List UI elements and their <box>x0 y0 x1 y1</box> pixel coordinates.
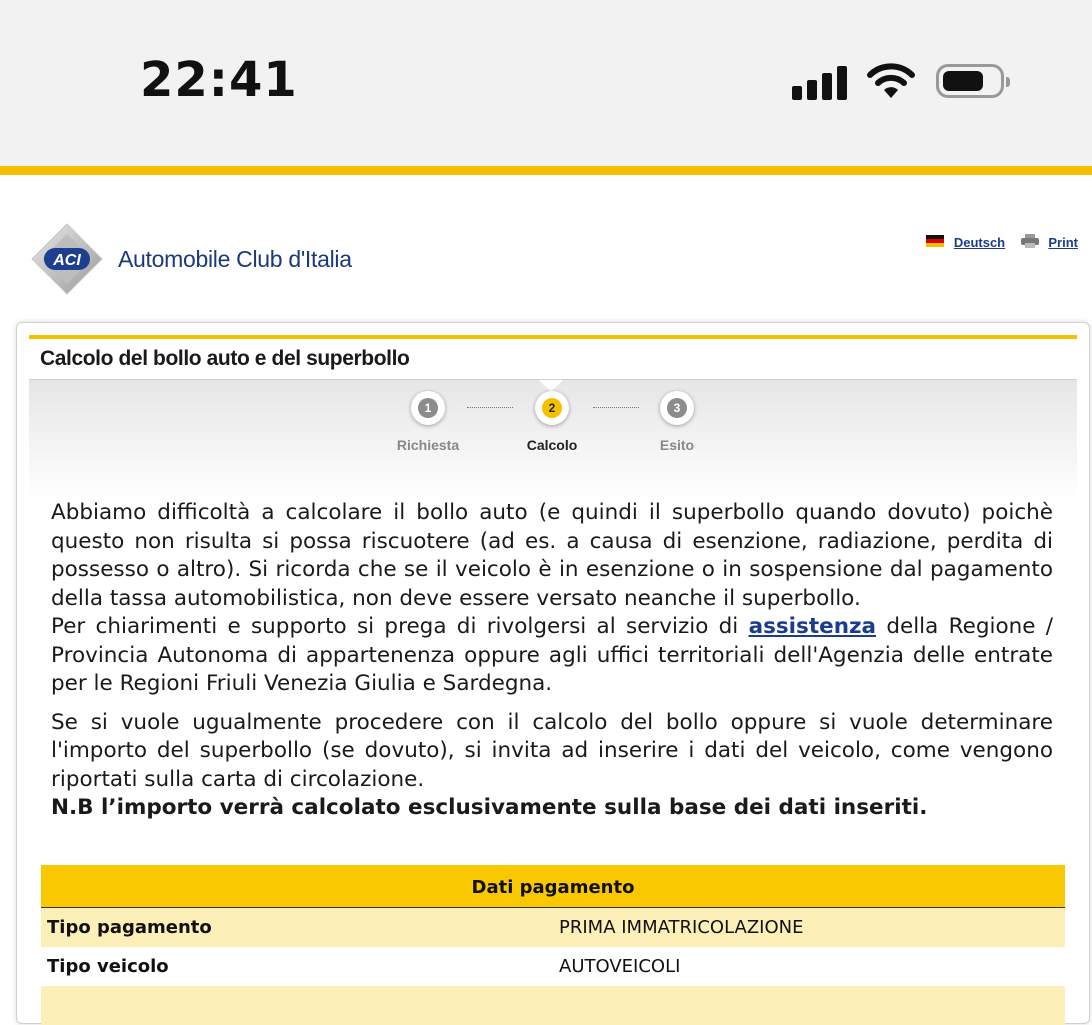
print-link[interactable]: Print <box>1048 235 1078 250</box>
message-paragraph-1: Abbiamo difficoltà a calcolare il bollo auto (e quindi il superbollo quando dovuto) poichè questo non risulta si possa riscuotere (ad es. a causa di esenzione, radiazione, perdita di possesso o altro). Si ricorda che se il veicolo è in esenzione o in sospensione dal pagamento della tassa automobilistica, non deve essere versato neanche il superbollo. <box>51 500 1053 611</box>
step-number: 1 <box>418 398 438 418</box>
page-title: Calcolo del bollo auto e del superbollo <box>40 347 410 370</box>
step-label: Esito <box>659 437 695 453</box>
row-key: Tipo pagamento <box>47 917 212 938</box>
cellular-signal-icon <box>792 64 850 100</box>
table-row-partial <box>41 986 1065 1025</box>
step-calcolo <box>502 391 602 453</box>
printer-icon[interactable] <box>1021 234 1039 248</box>
language-link[interactable]: Deutsch <box>953 235 1006 250</box>
row-value: AUTOVEICOLI <box>559 956 681 977</box>
table-row <box>41 947 1065 986</box>
german-flag-icon <box>926 235 944 247</box>
step-esito <box>627 391 727 453</box>
clock: 22:41 <box>140 52 298 108</box>
calculation-panel <box>16 322 1090 1024</box>
logo-text: ACI <box>53 252 81 269</box>
step-label: Richiesta <box>396 437 460 453</box>
wifi-icon <box>866 62 916 100</box>
message-paragraph-3: Se si vuole ugualmente procedere con il calcolo del bollo oppure si vuole determinare l'importo del superbollo (se dovuto), si invita ad inserire i dati del veicolo, come vengono riportati sulla carta di circolazione. <box>51 709 1053 792</box>
info-message <box>51 499 1053 823</box>
row-key: Tipo veicolo <box>47 956 169 977</box>
step-number: 2 <box>542 398 562 418</box>
payment-data-table <box>41 865 1065 1025</box>
step-label: Calcolo <box>526 437 578 453</box>
panel-accent-line <box>29 335 1077 339</box>
header-links <box>916 234 1078 250</box>
assistenza-link[interactable]: assistenza <box>748 614 877 639</box>
status-bar <box>0 0 1092 175</box>
message-note: N.B l’importo verrà calcolato esclusivamente sulla base dei dati inseriti. <box>51 795 928 820</box>
step-richiesta <box>378 391 478 453</box>
battery-icon <box>936 64 1004 98</box>
step-number: 3 <box>667 398 687 418</box>
aci-logo[interactable] <box>30 222 104 296</box>
brand-name: Automobile Club d'Italia <box>118 246 352 272</box>
table-row <box>41 908 1065 947</box>
table-title: Dati pagamento <box>41 865 1065 908</box>
message-paragraph-2: Per chiarimenti e supporto si prega di rivolgersi al servizio di assistenza della Regione / Provincia Autonoma di appartenenza oppure agli uffici territoriali dell'Agenzia delle entrate per le Regioni Friuli Venezia Giulia e Sardegna. <box>51 614 1053 696</box>
row-value: PRIMA IMMATRICOLAZIONE <box>559 917 804 938</box>
